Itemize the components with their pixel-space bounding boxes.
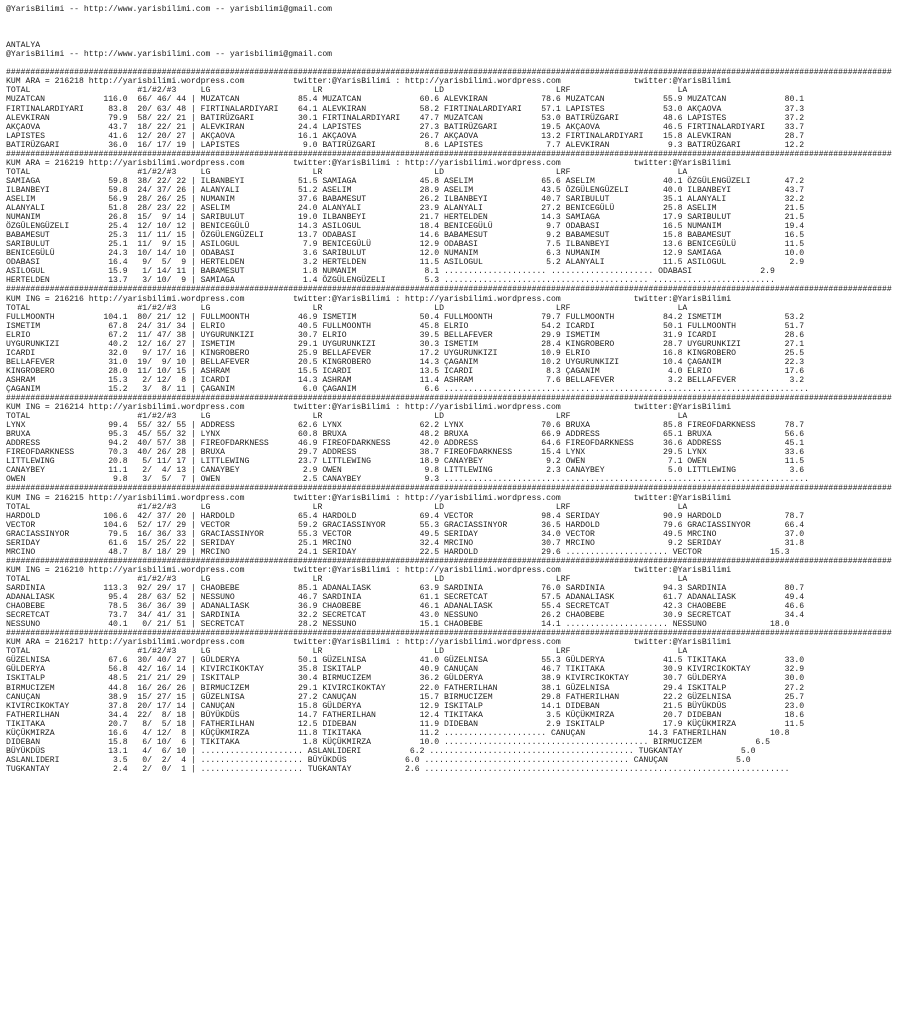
- section-divider: ######################################################################################################################################################################################: [6, 484, 892, 494]
- table-row: ÖZGÜLENGÜZELI 25.4 12/ 10/ 12 | BENICEGÜLÜ 14.3 ASILOGUL 18.4 BENICEGÜLÜ 9.7 ODABASI 16.5 NUMANIM 19.4: [6, 222, 805, 232]
- column-header: TOTAL #1/#2/#3 LG LR LD LRF LA: [6, 303, 688, 313]
- race-header: KUM ING = 216215 http://yarisbilimi.wordpress.com twitter:@YarisBilimi : http://yarisbilimi.wordpress.com twitter:@YarisBilimi: [6, 493, 732, 503]
- table-row: BENICEGÜLÜ 24.3 10/ 14/ 10 | ODABASI 3.6 SARIBULUT 12.0 NUMANIM 6.3 NUMANIM 12.9 SAMIAGA 10.0: [6, 249, 805, 259]
- table-row: KIVIRCIKOKTAY 37.8 20/ 17/ 14 | CANUÇAN 15.8 GÜLDERYA 12.9 ISKITALP 14.1 DIDEBAN 21.5 BÜYÜKDÜS 23.0: [6, 701, 805, 711]
- table-row: ASILOGUL 15.9 1/ 14/ 11 | BABAMESUT 1.8 NUMANIM 8.1 ..................... ..................... ODABASI 2.9: [6, 267, 775, 277]
- table-row: SAMIAGA 59.8 38/ 22/ 22 | ILBANBEYI 51.5 SAMIAGA 45.8 ASELIM 65.6 ASELIM 40.1 ÖZGÜLENGÜZELI 47.2: [6, 176, 805, 186]
- section-divider: ######################################################################################################################################################################################: [6, 394, 892, 404]
- column-header: TOTAL #1/#2/#3 LG LR LD LRF LA: [6, 647, 688, 657]
- table-row: MRCINO 48.7 8/ 18/ 29 | MRCINO 24.1 SERIDAY 22.5 HARDOLD 29.6 ..................... VECTOR 15.3: [6, 547, 790, 557]
- table-row: FATHERILHAN 34.4 22/ 8/ 18 | BÜYÜKDÜS 14.7 FATHERILHAN 12.4 TIKITAKA 3.5 KÜÇÜKMIRZA 20.7 DIDEBAN 18.6: [6, 710, 805, 720]
- table-row: FIRTINALARDIYARI 83.8 20/ 63/ 48 | FIRTINALARDIYARI 64.1 ALEVKIRAN 58.2 FIRTINALARDIYARI 57.1 LAPISTES 53.0 AKÇAOVA 37.3: [6, 104, 805, 114]
- column-header: TOTAL #1/#2/#3 LG LR LD LRF LA: [6, 574, 688, 584]
- race-header: KUM ING = 216216 http://yarisbilimi.wordpress.com twitter:@YarisBilimi : http://yarisbilimi.wordpress.com twitter:@YarisBilimi: [6, 294, 732, 304]
- table-row: FIREOFDARKNESS 70.3 40/ 26/ 28 | BRUXA 29.7 ADDRESS 38.7 FIREOFDARKNESS 15.4 LYNX 29.5 LYNX 33.6: [6, 448, 805, 458]
- table-row: HARDOLD 106.6 42/ 37/ 20 | HARDOLD 65.4 HARDOLD 69.4 VECTOR 98.4 SERIDAY 90.9 HARDOLD 78.7: [6, 511, 805, 521]
- table-row: OWEN 9.8 3/ 5/ 7 | OWEN 2.5 CANAYBEY 9.3 ...........................................................................: [6, 475, 809, 485]
- table-row: KÜÇÜKMIRZA 16.6 4/ 12/ 8 | KÜÇÜKMIRZA 11.8 TIKITAKA 11.2 ..................... CANUÇAN 14.3 FATHERILHAN 10.8: [6, 728, 790, 738]
- section-divider: ######################################################################################################################################################################################: [6, 629, 892, 639]
- table-row: SARIBULUT 25.1 11/ 9/ 15 | ASILOGUL 7.9 BENICEGÜLÜ 12.9 ODABASI 7.5 ILBANBEYI 13.6 BENICEGÜLÜ 11.5: [6, 240, 805, 250]
- table-row: UYGURUNKIZI 40.2 12/ 16/ 27 | ISMETIM 29.1 UYGURUNKIZI 30.3 ISMETIM 28.4 KINGROBERO 28.7 UYGURUNKIZI 27.1: [6, 339, 805, 349]
- table-row: GÜZELNISA 67.6 30/ 40/ 27 | GÜLDERYA 50.1 GÜZELNISA 41.0 GÜZELNISA 55.3 GÜLDERYA 41.5 TIKITAKA 33.0: [6, 656, 805, 666]
- table-row: NUMANIM 26.8 15/ 9/ 14 | SARIBULUT 19.0 ILBANBEYI 21.7 HERTELDEN 14.3 SAMIAGA 17.9 SARIBULUT 21.5: [6, 213, 805, 223]
- table-row: GRACIASSINYOR 79.5 16/ 36/ 33 | GRACIASSINYOR 55.3 VECTOR 49.5 SERIDAY 34.0 VECTOR 49.5 MRCINO 37.0: [6, 529, 805, 539]
- table-row: BRUXA 95.3 45/ 55/ 32 | LYNX 60.8 BRUXA 48.2 BRUXA 66.9 ADDRESS 65.1 BRUXA 56.6: [6, 430, 805, 440]
- header-line: @YarisBilimi -- http://www.yarisbilimi.com -- yarisbilimi@gmail.com: [6, 5, 333, 14]
- table-row: ISMETIM 67.8 24/ 31/ 34 | ELRIO 40.5 FULLMOONTH 45.8 ELRIO 54.2 ICARDI 50.1 FULLMOONTH 51.7: [6, 321, 805, 331]
- table-row: SERIDAY 61.6 15/ 25/ 22 | SERIDAY 25.1 MRCINO 32.4 MRCINO 30.7 MRCINO 9.2 SERIDAY 31.8: [6, 538, 805, 548]
- table-row: ODABASI 16.4 9/ 5/ 9 | HERTELDEN 3.2 HERTELDEN 11.5 ASILOGUL 5.2 ALANYALI 11.5 ASILOGUL 2.9: [6, 258, 805, 268]
- table-row: AKÇAOVA 43.7 18/ 22/ 21 | ALEVKIRAN 24.4 LAPISTES 27.3 BATIRÜZGARI 19.5 AKÇAOVA 46.5 FIRTINALARDIYARI 33.7: [6, 122, 805, 132]
- table-row: ÇAGANIM 15.2 3/ 8/ 11 | ÇAGANIM 6.0 ÇAGANIM 6.6 ...........................................................................: [6, 384, 809, 394]
- table-row: ICARDI 32.0 9/ 17/ 16 | KINGROBERO 25.9 BELLAFEVER 17.2 UYGURUNKIZI 10.9 ELRIO 16.8 KINGROBERO 25.5: [6, 348, 805, 358]
- table-row: FULLMOONTH 104.1 80/ 21/ 12 | FULLMOONTH 46.9 ISMETIM 50.4 FULLMOONTH 79.7 FULLMOONTH 84.2 ISMETIM 53.2: [6, 312, 805, 322]
- race-report-document: [6, 5, 910, 774]
- section-divider: ######################################################################################################################################################################################: [6, 556, 892, 566]
- table-row: LYNX 99.4 55/ 32/ 55 | ADDRESS 62.6 LYNX 62.2 LYNX 70.6 BRUXA 85.8 FIREOFDARKNESS 78.7: [6, 421, 805, 431]
- table-row: SARDINIA 113.3 92/ 29/ 17 | CHAOBEBE 85.1 ADANALIASK 63.9 SARDINIA 76.0 SARDINIA 94.3 SARDINIA 80.7: [6, 584, 805, 593]
- race-header: KUM ING = 216210 http://yarisbilimi.wordpress.com twitter:@YarisBilimi : http://yarisbilimi.wordpress.com twitter:@YarisBilimi: [6, 565, 732, 575]
- table-row: ILBANBEYI 59.8 24/ 37/ 26 | ALANYALI 51.2 ASELIM 28.9 ASELIM 43.5 ÖZGÜLENGÜZELI 40.0 ILBANBEYI 43.7: [6, 185, 805, 195]
- table-row: ADDRESS 94.2 40/ 57/ 38 | FIREOFDARKNESS 46.9 FIREOFDARKNESS 42.0 ADDRESS 64.6 FIREOFDARKNESS 36.6 ADDRESS 45.1: [6, 439, 805, 449]
- table-row: BIRMUCIZEM 44.8 16/ 26/ 26 | BIRMUCIZEM 29.1 KIVIRCIKOKTAY 22.0 FATHERILHAN 38.1 GÜZELNISA 29.4 ISKITALP 27.2: [6, 683, 805, 693]
- table-row: ASLANLIDERI 3.5 0/ 2/ 4 | ..................... BÜYÜKDÜS 6.0 .......................................... CANUÇAN 5.0: [6, 755, 751, 765]
- table-row: TIKITAKA 20.7 8/ 5/ 18 | FATHERILHAN 12.5 DIDEBAN 11.9 DIDEBAN 2.9 ISKITALP 17.9 KÜÇÜKMIRZA 11.5: [6, 719, 805, 729]
- header-line-repeat: @YarisBilimi -- http://www.yarisbilimi.com -- yarisbilimi@gmail.com: [6, 50, 333, 60]
- table-row: CHAOBEBE 78.5 36/ 36/ 39 | ADANALIASK 36.9 CHAOBEBE 46.1 ADANALIASK 55.4 SECRETCAT 42.3 CHAOBEBE 46.6: [6, 602, 805, 612]
- table-row: NESSUNO 40.1 0/ 21/ 51 | SECRETCAT 28.2 NESSUNO 15.1 CHAOBEBE 14.1 ..................... NESSUNO 18.0: [6, 620, 790, 630]
- race-header: KUM ARA = 216217 http://yarisbilimi.wordpress.com twitter:@YarisBilimi : http://yarisbilimi.wordpress.com twitter:@YarisBilimi: [6, 638, 732, 648]
- column-header: TOTAL #1/#2/#3 LG LR LD LRF LA: [6, 167, 688, 177]
- table-row: SECRETCAT 73.7 34/ 41/ 31 | SARDINIA 32.2 SECRETCAT 43.0 NESSUNO 26.2 CHAOBEBE 30.9 SECRETCAT 34.4: [6, 611, 805, 621]
- column-header: TOTAL #1/#2/#3 LG LR LD LRF LA: [6, 86, 688, 96]
- race-header: KUM ARA = 216219 http://yarisbilimi.wordpress.com twitter:@YarisBilimi : http://yarisbilimi.wordpress.com twitter:@YarisBilimi: [6, 158, 732, 168]
- table-row: ISKITALP 48.5 21/ 21/ 29 | ISKITALP 30.4 BIRMUCIZEM 36.2 GÜLDERYA 38.9 KIVIRCIKOKTAY 30.7 GÜLDERYA 30.0: [6, 674, 805, 684]
- table-row: ASHRAM 15.3 2/ 12/ 8 | ICARDI 14.3 ASHRAM 11.4 ASHRAM 7.6 BELLAFEVER 3.2 BELLAFEVER 3.2: [6, 375, 805, 385]
- race-header: KUM ARA = 216218 http://yarisbilimi.wordpress.com twitter:@YarisBilimi : http://yarisbilimi.wordpress.com twitter:@YarisBilimi: [6, 77, 732, 87]
- section-divider: ######################################################################################################################################################################################: [6, 285, 892, 295]
- table-row: BABAMESUT 25.3 11/ 11/ 15 | ÖZGÜLENGÜZELI 13.7 ODABASI 14.6 BABAMESUT 9.2 BABAMESUT 15.8 BABAMESUT 16.5: [6, 231, 805, 241]
- table-row: TUGKANTAY 2.4 2/ 0/ 1 | ..................... TUGKANTAY 2.6 ...........................................................................: [6, 764, 790, 774]
- table-row: KINGROBERO 28.0 11/ 10/ 15 | ASHRAM 15.5 ICARDI 13.5 ICARDI 8.3 ÇAGANIM 4.0 ELRIO 17.6: [6, 366, 805, 376]
- section-divider: ######################################################################################################################################################################################: [6, 68, 892, 78]
- column-header: TOTAL #1/#2/#3 LG LR LD LRF LA: [6, 412, 688, 422]
- table-row: MUZATCAN 116.0 66/ 46/ 44 | MUZATCAN 85.4 MUZATCAN 60.6 ALEVKIRAN 78.6 MUZATCAN 55.9 MUZATCAN 80.1: [6, 95, 805, 105]
- table-row: VECTOR 104.6 52/ 17/ 29 | VECTOR 59.2 GRACIASSINYOR 55.3 GRACIASSINYOR 36.5 HARDOLD 79.6 GRACIASSINYOR 66.4: [6, 520, 805, 530]
- table-row: CANAYBEY 11.1 2/ 4/ 13 | CANAYBEY 2.9 OWEN 9.8 LITTLEWING 2.3 CANAYBEY 5.0 LITTLEWING 3.6: [6, 466, 805, 476]
- table-row: HERTELDEN 13.7 3/ 10/ 9 | SAMIAGA 1.4 ÖZGÜLENGÜZELI 5.3 .......................................... .........................: [6, 276, 775, 286]
- table-row: DIDEBAN 15.8 6/ 10/ 6 | TIKITAKA 1.8 KÜÇÜKMIRZA 10.0 .......................................... BIRMUCIZEM 6.5: [6, 737, 771, 747]
- table-row: BATIRÜZGARI 36.0 16/ 17/ 19 | LAPISTES 9.0 BATIRÜZGARI 8.6 LAPISTES 7.7 ALEVKIRAN 9.3 BATIRÜZGARI 12.2: [6, 140, 805, 150]
- column-header: TOTAL #1/#2/#3 LG LR LD LRF LA: [6, 502, 688, 512]
- table-row: CANUÇAN 38.9 15/ 27/ 15 | GÜZELNISA 27.2 CANUÇAN 15.7 BIRMUCIZEM 29.8 FATHERILHAN 22.2 GÜZELNISA 25.7: [6, 692, 805, 702]
- table-row: BÜYÜKDÜS 13.1 4/ 6/ 10 | ..................... ASLANLIDERI 6.2 .......................................... TUGKANTAY 5.0: [6, 746, 756, 756]
- table-row: LITTLEWING 20.8 5/ 11/ 17 | LITTLEWING 23.7 LITTLEWING 18.9 CANAYBEY 9.2 OWEN 7.1 OWEN 11.5: [6, 457, 805, 467]
- table-row: GÜLDERYA 56.8 42/ 16/ 14 | KIVIRCIKOKTAY 35.8 ISKITALP 40.9 CANUÇAN 46.7 TIKITAKA 30.9 KIVIRCIKOKTAY 32.9: [6, 665, 805, 675]
- table-row: BELLAFEVER 31.0 19/ 9/ 10 | BELLAFEVER 20.5 KINGROBERO 14.3 ÇAGANIM 10.2 UYGURUNKIZI 10.4 ÇAGANIM 22.3: [6, 357, 805, 367]
- table-row: LAPISTES 41.6 12/ 20/ 27 | AKÇAOVA 16.1 AKÇAOVA 26.7 AKÇAOVA 13.2 FIRTINALARDIYARI 15.8 ALEVKIRAN 28.7: [6, 131, 805, 141]
- section-divider: ######################################################################################################################################################################################: [6, 149, 892, 159]
- table-row: ELRIO 67.2 11/ 47/ 38 | UYGURUNKIZI 30.7 ELRIO 39.5 BELLAFEVER 29.9 ISMETIM 31.9 ICARDI 28.6: [6, 330, 805, 340]
- table-row: ALEVKIRAN 79.9 58/ 22/ 21 | BATIRÜZGARI 30.1 FIRTINALARDIYARI 47.7 MUZATCAN 53.0 BATIRÜZGARI 48.6 LAPISTES 37.2: [6, 113, 805, 123]
- table-row: ASELIM 56.9 28/ 26/ 25 | NUMANIM 37.6 BABAMESUT 26.2 ILBANBEYI 40.7 SARIBULUT 35.1 ALANYALI 32.2: [6, 194, 805, 204]
- table-row: ADANALIASK 95.4 28/ 63/ 52 | NESSUNO 46.7 SARDINIA 61.1 SECRETCAT 57.5 ADANALIASK 61.7 ADANALIASK 49.4: [6, 593, 805, 603]
- race-header: KUM ING = 216214 http://yarisbilimi.wordpress.com twitter:@YarisBilimi : http://yarisbilimi.wordpress.com twitter:@YarisBilimi: [6, 403, 732, 413]
- table-row: ALANYALI 51.8 28/ 23/ 22 | ASELIM 24.0 ALANYALI 23.9 ALANYALI 27.2 BENICEGÜLÜ 25.8 ASELIM 21.5: [6, 204, 805, 214]
- city-title: ANTALYA: [6, 41, 41, 51]
